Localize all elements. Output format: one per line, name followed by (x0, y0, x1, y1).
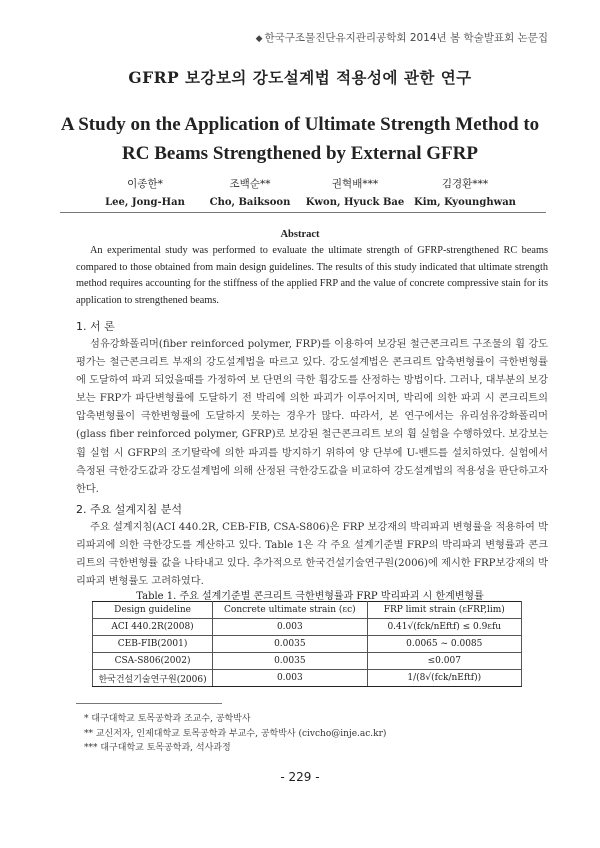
english-title-line-1: A Study on the Application of Ultimate Strength Method to (60, 114, 540, 135)
abstract-heading: Abstract (280, 229, 320, 240)
table-cell: 0.0065 ~ 0.0085 (367, 636, 521, 653)
author-1 (100, 176, 190, 208)
table-cell: CSA-S806(2002) (93, 653, 213, 670)
table-cell: 0.0035 (213, 653, 367, 670)
table-cell: 0.0035 (213, 636, 367, 653)
footnote-divider (76, 703, 222, 704)
author-2 (200, 176, 300, 208)
journal-header-text: 한국구조물진단유지관리공학회 2014년 봄 학술발표회 논문집 (264, 32, 548, 44)
column-header: Concrete ultimate strain (εc) (213, 602, 367, 619)
page-number: - 229 - (280, 770, 320, 784)
author-4 (410, 176, 520, 208)
section-1-heading: 1. 서 론 (76, 320, 115, 333)
table-row (93, 619, 522, 636)
table-row (93, 636, 522, 653)
section-2-heading: 2. 주요 설계지침 분석 (76, 503, 182, 516)
column-header: Design guideline (93, 602, 213, 619)
author-name-en: Kwon, Hyuck Bae (305, 197, 405, 208)
table-cell: ACI 440.2R(2008) (93, 619, 213, 636)
section-1-body: 섬유강화폴리머(fiber reinforced polymer, FRP)를 이용하여 보강된 철근콘크리트 구조물의 휨 강도 평가는 철근콘크리트 부재의 강도설계법을 따르고 있다. 강도설계법은 콘크리트 압축변형률이 극한변형률에 도달하여 파괴 되었을때를 가정하여 보 단면의 극한 휨강도를 산정하는 방법이다. 그러나, 대부분의 보강보는 FRP가 파단변형률에 도달하기 전 박리에 의한 파괴가 이루어지며, 박리에 의한 파괴 시 콘크리트의 압축변형률이 극한변형률에 도달하지 못하는 경우가 많다. 따라서, 본 연구에서는 유리섬유강화폴리머(glass fiber reinforced polymer, GFRP)로 보강된 철근콘크리트 보의 휨 실험을 수행하였다. 보강보는 휨 실험 시 GFRP의 조기탈락에 의한 파괴를 방지하기 위하여 양 단부에 U-밴드를 설치하였다. 실험에서 측정된 극한강도값과 강도설계법에 의해 산정된 극한강도값을 비교하여 강도설계법의 적용성을 판단하고자 한다. (76, 339, 548, 495)
english-title-line-2: RC Beams Strengthened by External GFRP (122, 143, 478, 164)
footnote-2: ** 교신저자, 인제대학교 토목공학과 부교수, 공학박사 (civcho@inje.ac.kr) (84, 729, 387, 739)
author-3 (300, 176, 410, 208)
author-name-ko: 김경환*** (441, 178, 489, 190)
english-title (60, 110, 540, 168)
table-cell: CEB-FIB(2001) (93, 636, 213, 653)
table-row (93, 670, 522, 687)
author-name-ko: 이종한* (127, 178, 163, 190)
author-name-ko: 권혁배*** (331, 178, 379, 190)
diamond-icon: ◆ (255, 34, 263, 44)
author-name-en: Lee, Jong-Han (105, 197, 185, 208)
table-cell: 한국건설기술연구원(2006) (93, 670, 213, 687)
table-cell: 0.003 (213, 670, 367, 687)
table-cell: 0.41√(fck/nEftf) ≤ 0.9εfu (367, 619, 521, 636)
table-header-row (93, 602, 522, 619)
table-cell: 1/(8√(fck/nEftf)) (367, 670, 521, 687)
table-cell: 0.003 (213, 619, 367, 636)
table-caption: Table 1. 주요 설계기준별 콘크리트 극한변형률과 FRP 박리파괴 시 한계변형률 (136, 591, 484, 602)
section-2-body: 주요 설계지침(ACI 440.2R, CEB-FIB, CSA-S806)은 FRP 보강재의 박리파괴 변형률을 적용하여 박리파괴에 의한 극한강도를 계산하고 있다. Table 1은 각 주요 설계기준별 FRP의 박리파괴 변형률과 콘크리트의 극한변형률 값을 나타내고 있다. 추가적으로 한국건설기술연구원(2006)에 제시한 FRP보강재의 박리파괴 변형률도 고려하였다. (76, 522, 548, 588)
author-name-en: Kim, Kyounghwan (414, 197, 516, 208)
design-guideline-table (92, 601, 522, 687)
korean-title: GFRP 보강보의 강도설계법 적용성에 관한 연구 (128, 68, 472, 87)
table-cell: ≤0.007 (367, 653, 521, 670)
column-header: FRP limit strain (εFRP,lim) (367, 602, 521, 619)
divider (60, 212, 546, 213)
footnote-1: * 대구대학교 토목공학과 조교수, 공학박사 (84, 714, 251, 724)
table-row (93, 653, 522, 670)
journal-header (256, 30, 548, 45)
footnote-3: *** 대구대학교 토목공학과, 석사과정 (84, 743, 231, 753)
author-name-ko: 조백순** (229, 178, 271, 190)
abstract-text: An experimental study was performed to evaluate the ultimate strength of GFRP-strengthened RC beams compared to those obtained from main design guidelines. The results of this study indicated that ultimate strength method requires accounting for the stiffness of the applied FRP and the value of concrete compressive stain for its application to strengthened beams. (76, 245, 548, 306)
author-name-en: Cho, Baiksoon (209, 197, 291, 208)
